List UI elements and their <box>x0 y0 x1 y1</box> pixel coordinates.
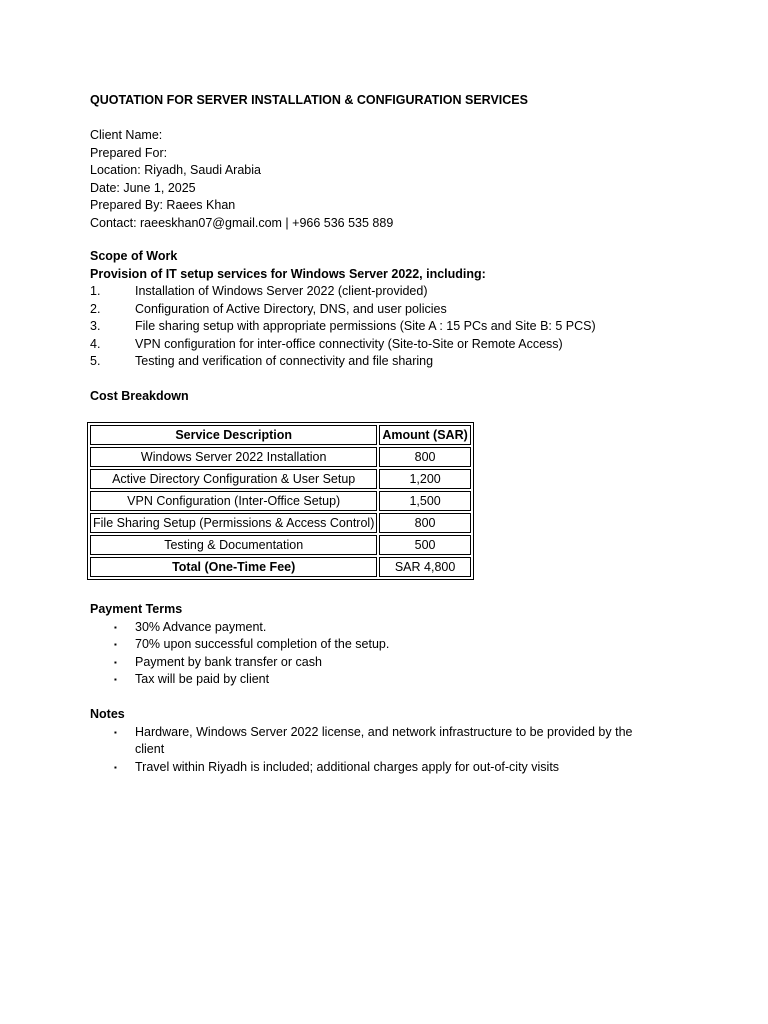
note-text: Hardware, Windows Server 2022 license, and network infrastructure to be provided by the client <box>135 724 633 756</box>
service-amount: 1,200 <box>379 469 470 489</box>
scope-item <box>90 336 728 354</box>
table-row <box>90 513 471 533</box>
contact: Contact: raeeskhan07@gmail.com | +966 536 535 889 <box>90 215 394 230</box>
total-label: Total (One-Time Fee) <box>90 557 377 577</box>
bullet-icon: ▪ <box>114 640 117 649</box>
service-amount: 1,500 <box>379 491 470 511</box>
service-amount: 800 <box>379 447 470 467</box>
bullet-icon: ▪ <box>114 762 117 772</box>
client-info <box>90 127 728 232</box>
scope-item <box>90 283 728 301</box>
scope-item <box>90 318 728 336</box>
table-header-row <box>90 425 471 445</box>
scope-item <box>90 353 728 371</box>
payment-section <box>90 601 728 689</box>
list-item <box>90 759 648 777</box>
client-name: Client Name: <box>90 128 163 142</box>
scope-item-text: Configuration of Active Directory, DNS, and user policies <box>135 301 447 316</box>
list-item <box>90 724 648 759</box>
service-description: File Sharing Setup (Permissions & Access Control) <box>90 513 377 533</box>
bullet-icon: ▪ <box>114 657 117 667</box>
bullet-icon: ▪ <box>114 675 117 684</box>
location: Location: Riyadh, Saudi Arabia <box>90 163 261 177</box>
service-amount: 500 <box>379 535 470 555</box>
table-row <box>90 491 471 511</box>
service-amount: 800 <box>379 513 470 533</box>
scope-item-text: Installation of Windows Server 2022 (client-provided) <box>135 284 428 298</box>
bullet-icon: ▪ <box>114 727 117 737</box>
service-description: Testing & Documentation <box>90 535 377 555</box>
scope-intro: Provision of IT setup services for Windows Server 2022, including: <box>90 266 486 281</box>
date: Date: June 1, 2025 <box>90 180 196 195</box>
list-item <box>90 619 728 637</box>
scope-item-number: 1. <box>90 284 101 298</box>
scope-item-text: Testing and verification of connectivity and file sharing <box>135 354 434 368</box>
column-header-description: Service Description <box>90 425 377 445</box>
table-row <box>90 469 471 489</box>
document-title: QUOTATION FOR SERVER INSTALLATION & CONFIGURATION SERVICES <box>90 93 528 107</box>
column-header-amount: Amount (SAR) <box>379 425 470 445</box>
scope-item-text: VPN configuration for inter-office connectivity (Site-to-Site or Remote Access) <box>135 336 563 351</box>
bullet-icon: ▪ <box>114 622 117 632</box>
prepared-for: Prepared For: <box>90 145 168 160</box>
scope-item-number: 2. <box>90 301 101 316</box>
payment-term-text: 30% Advance payment. <box>135 619 267 634</box>
scope-item <box>90 301 728 319</box>
cost-heading: Cost Breakdown <box>90 389 189 403</box>
table-row <box>90 447 471 467</box>
payment-term-text: Tax will be paid by client <box>135 672 270 686</box>
total-amount: SAR 4,800 <box>379 557 470 577</box>
scope-item-text: File sharing setup with appropriate permissions (Site A : 15 PCs and Site B: 5 PCS) <box>135 319 596 333</box>
scope-item-number: 3. <box>90 319 101 333</box>
notes-section <box>90 706 648 776</box>
scope-section <box>90 248 728 371</box>
scope-item-number: 5. <box>90 354 101 368</box>
payment-term-text: Payment by bank transfer or cash <box>135 654 322 669</box>
total-row <box>90 557 471 577</box>
scope-item-number: 4. <box>90 336 101 351</box>
table-row <box>90 535 471 555</box>
scope-heading: Scope of Work <box>90 249 178 263</box>
payment-heading: Payment Terms <box>90 602 183 616</box>
list-item <box>90 671 728 689</box>
cost-table <box>87 422 474 580</box>
list-item <box>90 636 728 654</box>
prepared-by: Prepared By: Raees Khan <box>90 198 236 212</box>
service-description: Active Directory Configuration & User Setup <box>90 469 377 489</box>
service-description: VPN Configuration (Inter-Office Setup) <box>90 491 377 511</box>
note-text: Travel within Riyadh is included; additional charges apply for out-of-city visits <box>135 759 560 774</box>
service-description: Windows Server 2022 Installation <box>90 447 377 467</box>
payment-term-text: 70% upon successful completion of the setup. <box>135 637 390 651</box>
list-item <box>90 654 728 672</box>
notes-heading: Notes <box>90 707 125 721</box>
